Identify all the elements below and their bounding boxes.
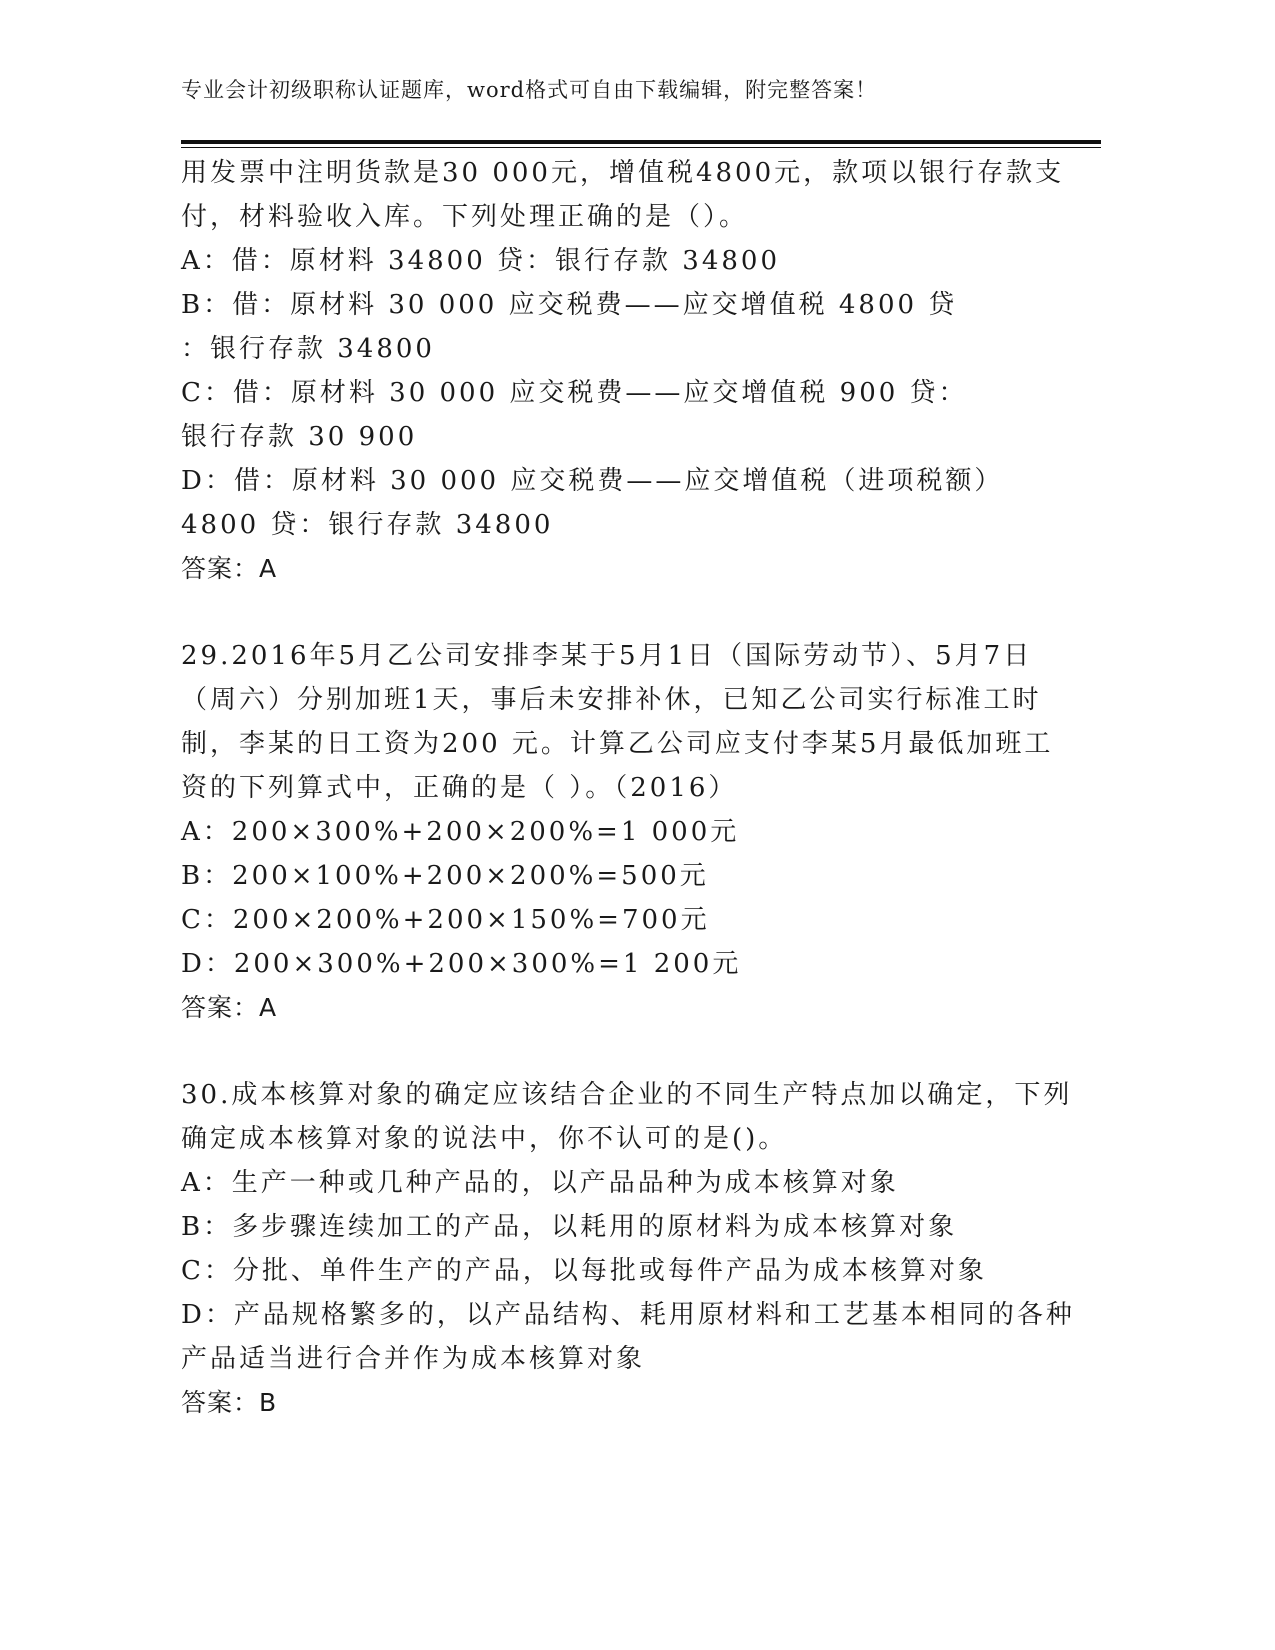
text-line: 确定成本核算对象的说法中，你不认可的是()。 — [181, 1124, 788, 1154]
question-spacer — [181, 591, 1101, 634]
text-line: A：200×300%+200×200%=1 000元 — [181, 817, 740, 847]
text-line: D：产品规格繁多的，以产品结构、耗用原材料和工艺基本相同的各种 — [181, 1300, 1075, 1330]
header-divider-thick — [181, 140, 1101, 144]
text-line: A：借：原材料 34800 贷：银行存款 34800 — [181, 246, 780, 276]
question-spacer — [181, 1030, 1101, 1073]
text-line: C：200×200%+200×150%=700元 — [181, 905, 710, 935]
text-line: 付，材料验收入库。下列处理正确的是（）。 — [181, 202, 749, 232]
text-line: B：200×100%+200×200%=500元 — [181, 861, 709, 891]
text-line: 用发票中注明货款是30 000元，增值税4800元，款项以银行存款支 — [181, 158, 1065, 188]
text-line: D：借：原材料 30 000 应交税费——应交增值税（进项税额） — [181, 466, 1004, 496]
text-line: （周六）分别加班1天，事后未安排补休，已知乙公司实行标准工时 — [181, 685, 1042, 715]
text-line: A：生产一种或几种产品的，以产品品种为成本核算对象 — [181, 1168, 899, 1198]
text-line: 30.成本核算对象的确定应该结合企业的不同生产特点加以确定，下列 — [181, 1080, 1073, 1110]
text-line: 银行存款 30 900 — [181, 422, 418, 452]
text-line: C：借：原材料 30 000 应交税费——应交增值税 900 贷： — [181, 378, 968, 408]
answer-line: 答案：A — [181, 554, 278, 583]
text-line: B：借：原材料 30 000 应交税费——应交增值税 4800 贷 — [181, 290, 958, 320]
text-line: 29.2016年5月乙公司安排李某于5月1日（国际劳动节）、5月7日 — [181, 641, 1033, 671]
text-line: 资的下列算式中，正确的是（ ）。（2016） — [181, 773, 738, 803]
header-divider-thin — [181, 147, 1101, 148]
text-line: 产品适当进行合并作为成本核算对象 — [181, 1344, 646, 1374]
text-line: ：银行存款 34800 — [181, 334, 435, 364]
document-body — [181, 151, 1101, 1425]
text-line: C：分批、单件生产的产品，以每批或每件产品为成本核算对象 — [181, 1256, 987, 1286]
page-header: 专业会计初级职称认证题库，word格式可自由下载编辑，附完整答案！ — [181, 78, 878, 102]
answer-line: 答案：B — [181, 1388, 278, 1417]
answer-line: 答案：A — [181, 993, 278, 1022]
text-line: B：多步骤连续加工的产品，以耗用的原材料为成本核算对象 — [181, 1212, 958, 1242]
text-line: 制，李某的日工资为200 元。计算乙公司应支付李某5月最低加班工 — [181, 729, 1054, 759]
text-line: 4800 贷：银行存款 34800 — [181, 510, 554, 540]
text-line: D：200×300%+200×300%=1 200元 — [181, 949, 742, 979]
